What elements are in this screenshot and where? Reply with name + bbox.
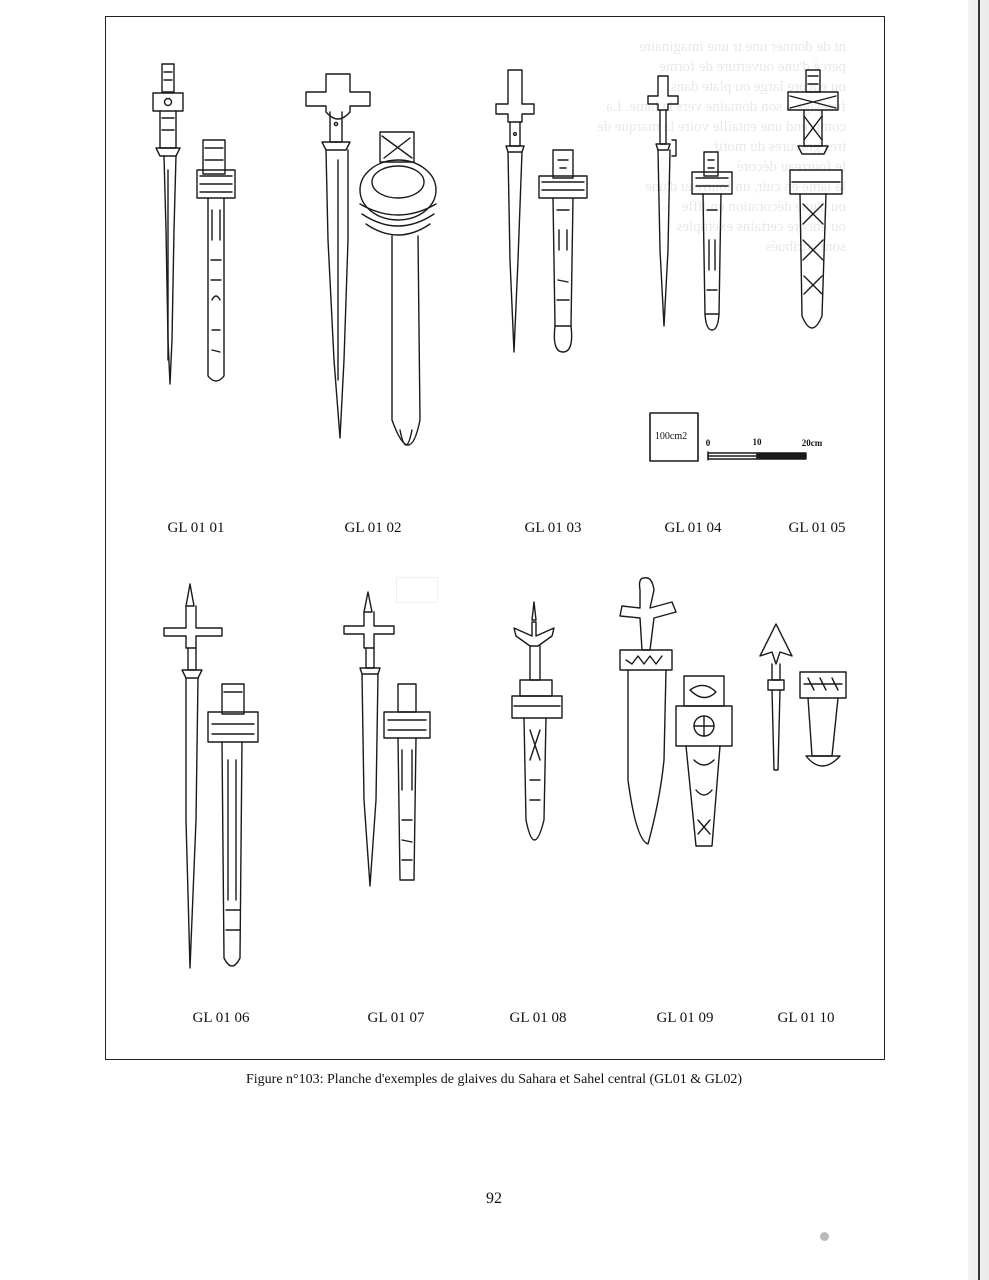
scabbard-gl0101 <box>197 140 235 381</box>
sword-gl0107 <box>344 592 394 886</box>
scabbard-gl0104 <box>692 152 732 330</box>
sword-gl0106 <box>164 584 222 968</box>
label-gl0109: GL 01 09 <box>656 1010 714 1026</box>
scale-tick-10: 10 <box>752 437 762 447</box>
scabbard-gl0109 <box>676 676 732 846</box>
sword-gl0101 <box>153 64 183 384</box>
sword-gl0102 <box>306 74 370 438</box>
scabbard-gl0105 <box>790 170 842 328</box>
scabbard-gl0102 <box>360 132 436 445</box>
show-through-text: nt de donner une tr une imaginaire percé d'une ouverture de forme ou encore large ou plate dans fuselage à son domaine vers la lame. La comprend une entaille voire la marque de tres gravures du motif le fourreau décoré la lame en cuir, un fourreau d'une ou d'une décoration en iffle ou encore certains exemples sont attribués <box>596 39 846 255</box>
scabbard-gl0110 <box>800 672 846 766</box>
figure-caption: Figure n°103: Planche d'exemples de glaives du Sahara et Sahel central (GL01 & GL02) <box>245 1072 743 1087</box>
sword-gl0103 <box>496 70 534 352</box>
sword-gl0108 <box>514 602 554 696</box>
label-gl0105: GL 01 05 <box>788 520 846 536</box>
sword-gl0110 <box>760 624 792 770</box>
scale-tick-20: 20cm <box>801 438 823 448</box>
scan-smudge <box>820 1232 829 1241</box>
scabbard-gl0108 <box>512 696 562 840</box>
label-gl0106: GL 01 06 <box>192 1010 250 1026</box>
sword-gl0105 <box>788 70 838 154</box>
label-gl0108: GL 01 08 <box>509 1010 567 1026</box>
scabbard-gl0103 <box>539 150 587 352</box>
sword-gl0109 <box>620 578 676 844</box>
scale-tick-0: 0 <box>705 438 711 448</box>
label-gl0104: GL 01 04 <box>664 520 722 536</box>
sword-gl0104 <box>648 76 678 326</box>
label-gl0102: GL 01 02 <box>344 520 402 536</box>
scabbard-gl0107 <box>384 684 430 880</box>
label-gl0103: GL 01 03 <box>524 520 582 536</box>
label-gl0107: GL 01 07 <box>367 1010 425 1026</box>
scabbard-gl0106 <box>208 684 258 966</box>
label-gl0110: GL 01 10 <box>777 1010 835 1026</box>
page-number: 92 <box>486 1190 502 1207</box>
scale-box-label: 100cm2 <box>654 431 688 442</box>
label-gl0101: GL 01 01 <box>167 520 225 536</box>
